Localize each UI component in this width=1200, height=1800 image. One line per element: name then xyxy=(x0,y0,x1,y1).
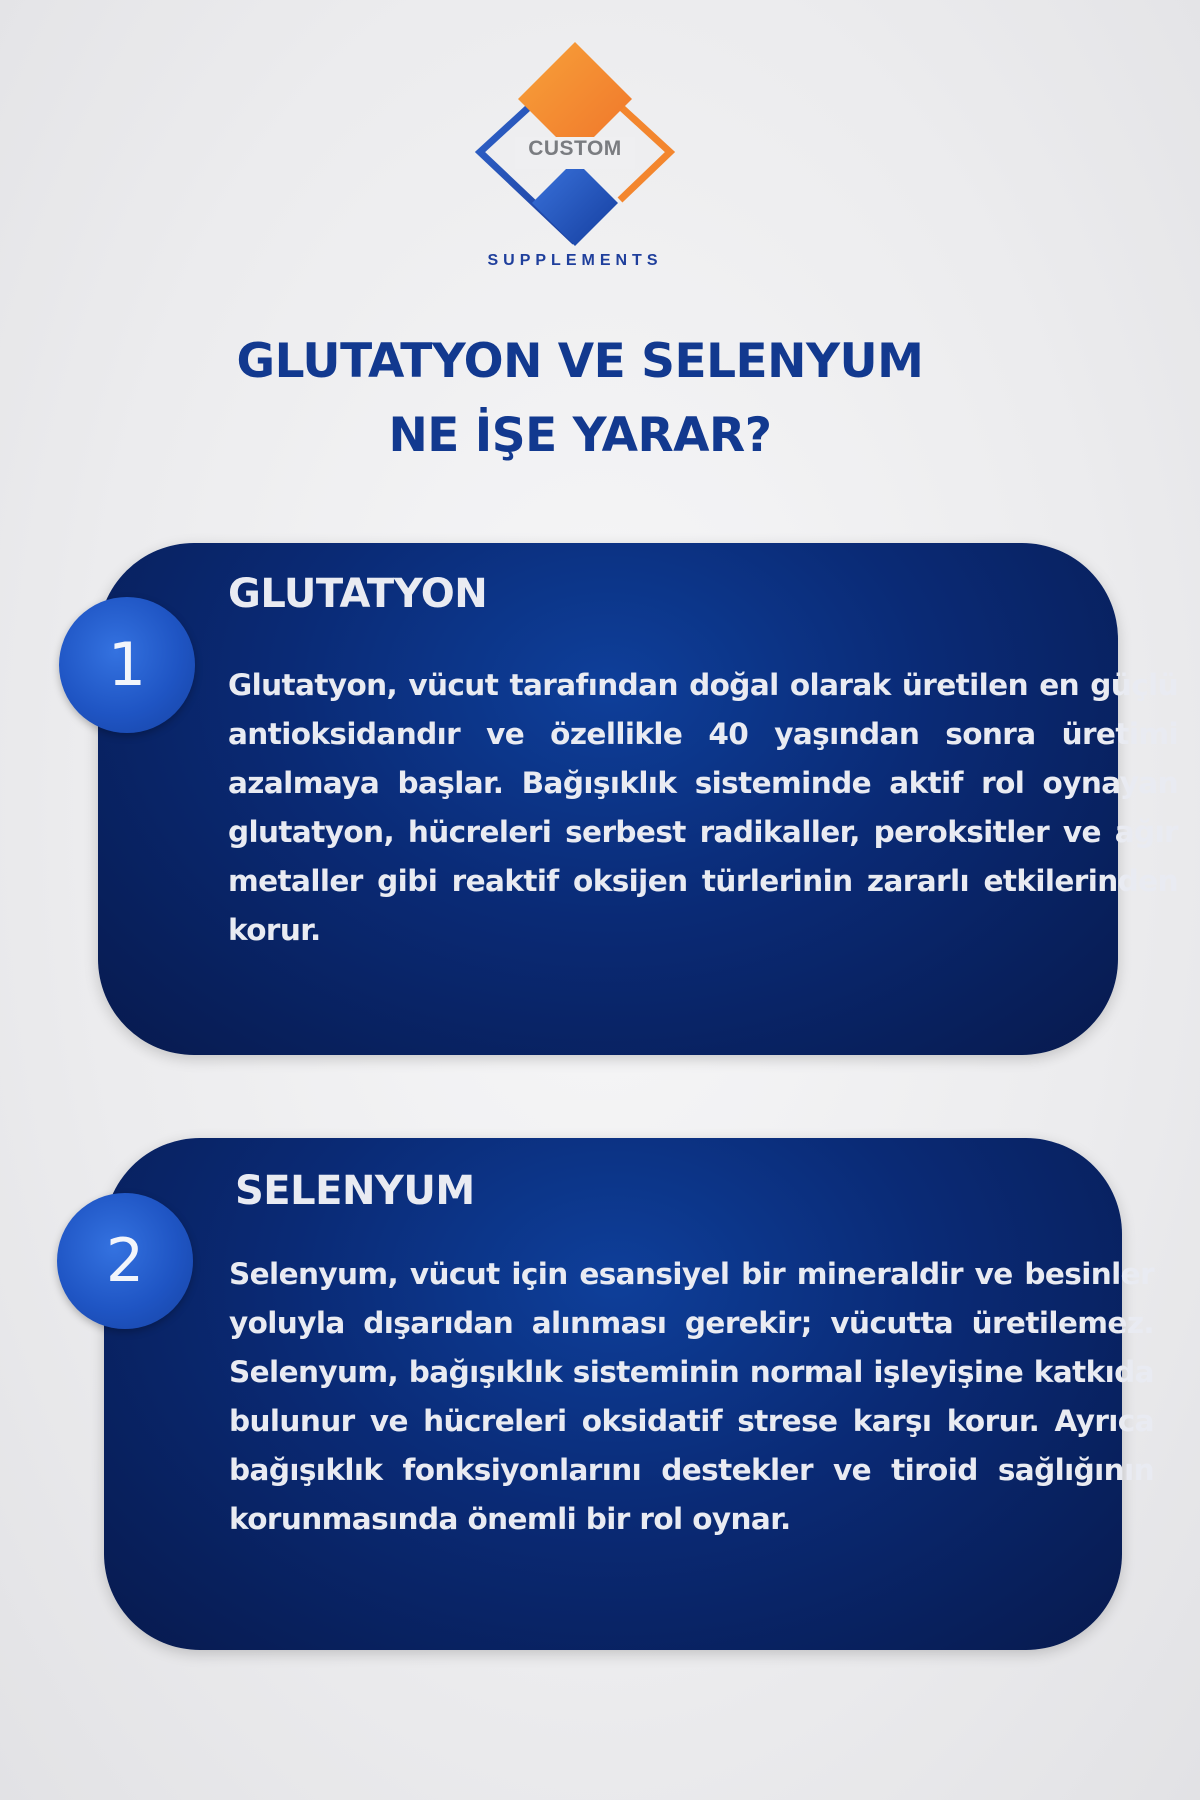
card-body-text: Glutatyon, vücut tarafından doğal olarak üretilen en güçlü antioksidandır ve özellikle 40 yaşından sonra üretimi azalmaya başlar. Bağışıklık sisteminde aktif rol oynayan glutatyon, hücreleri serbest radikaller, peroksitler ve ağır metaller gibi reaktif oksijen türlerinin zararlı etkilerinden korur. xyxy=(228,668,1178,947)
card-body-text: Selenyum, vücut için esansiyel bir mineraldir ve besinler yoluyla dışarıdan alınması gerekir; vücutta üretilemez. Selenyum, bağışıklık sisteminin normal işleyişine katkıda bulunur ve hücreleri oksidatif strese karşı korur. Ayrıca bağışıklık fonksiyonlarını destekler ve tiroid sağlığının korunmasında önemli bir rol oynar. xyxy=(229,1257,1154,1536)
card-title: GLUTATYON xyxy=(228,571,488,617)
info-card-glutatyon xyxy=(98,543,1178,1055)
info-card-selenyum xyxy=(104,1138,1154,1650)
page-title xyxy=(100,325,1060,473)
logo-custom-text: CUSTOM xyxy=(528,137,622,160)
card-title: SELENYUM xyxy=(235,1168,475,1214)
brand-logo xyxy=(470,42,680,277)
number-badge-1: 1 xyxy=(59,597,195,733)
logo-supplements-text: SUPPLEMENTS xyxy=(487,252,663,269)
page-title-line-2: NE İŞE YARAR? xyxy=(388,408,772,463)
page-title-line-1: GLUTATYON VE SELENYUM xyxy=(236,334,924,389)
number-badge-2: 2 xyxy=(57,1193,193,1329)
